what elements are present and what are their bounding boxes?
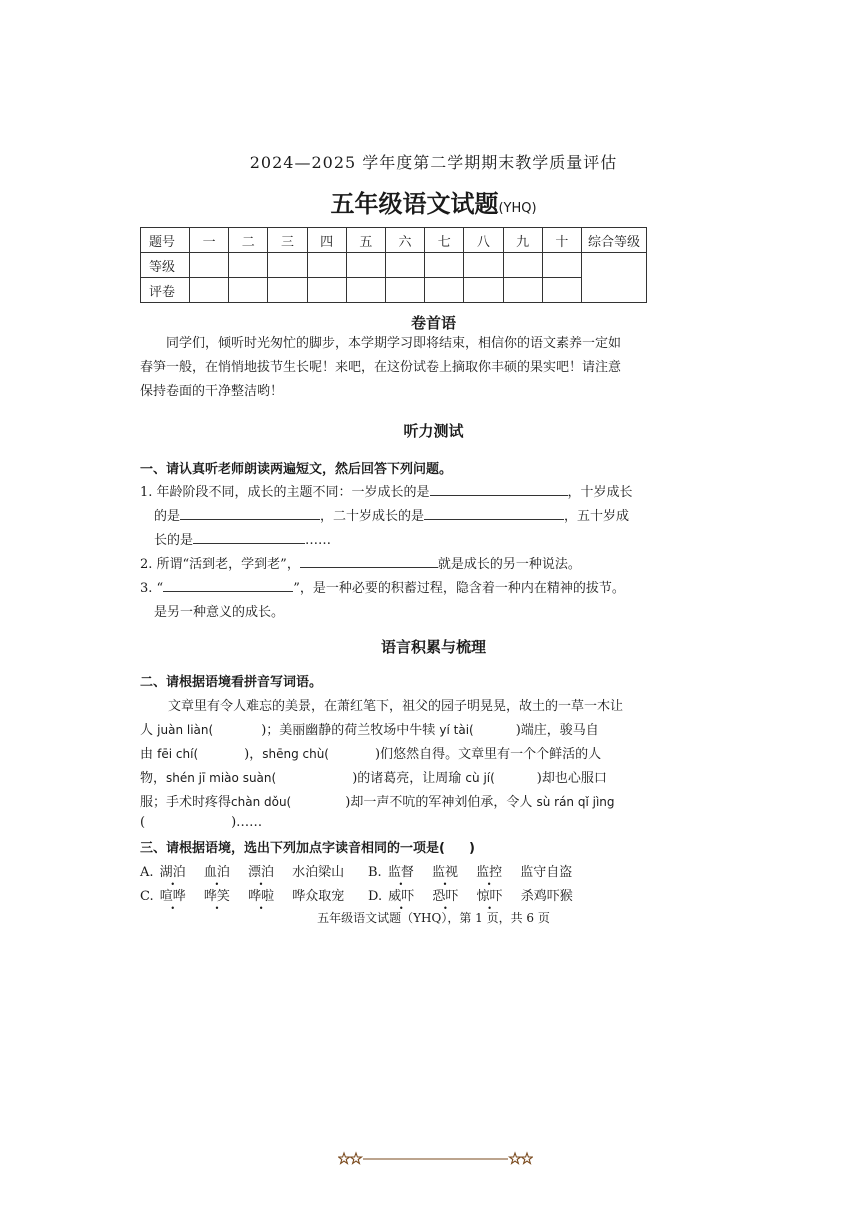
score-cell[interactable] [346, 278, 385, 303]
score-col-7: 七 [425, 228, 464, 253]
score-cell[interactable] [464, 253, 503, 278]
score-col-10: 十 [542, 228, 581, 253]
score-cell[interactable] [346, 253, 385, 278]
paper-code: (YHQ) [498, 201, 537, 216]
pinyin-prompt: shēng chù( [262, 747, 329, 761]
option-c[interactable] [140, 885, 358, 904]
score-cell[interactable] [464, 278, 503, 303]
q3-blank[interactable] [163, 577, 293, 592]
q3-head-text: 三、请根据语境，选出下列加点字读音相同的一项是( [140, 841, 445, 856]
lq-text: )的诸葛亮，让周瑜 [352, 771, 462, 786]
listening-q1-line3 [154, 529, 331, 548]
preface-line-1: 同学们，倾听时光匆忙的脚步，本学期学习即将结束，相信你的语文素养一定如 [166, 336, 622, 351]
q3-text-a: 3. “ [140, 581, 164, 596]
language-q2-line4 [140, 767, 607, 786]
score-col-9: 九 [503, 228, 542, 253]
q1-text-e: ，五十岁成 [564, 509, 630, 524]
pinyin-prompt: chàn dǒu( [231, 795, 292, 809]
lq-text: 人 [140, 723, 154, 738]
option-b[interactable] [368, 861, 586, 880]
score-cell[interactable] [503, 253, 542, 278]
score-table-review-row [141, 278, 647, 303]
score-col-1: 一 [190, 228, 229, 253]
pinyin-prompt: shén jī miào suàn( [166, 771, 277, 785]
language-q2-line2 [140, 719, 599, 738]
q1-text-a: 1. 年龄阶段不同，成长的主题不同：一岁成长的是 [140, 485, 430, 500]
option-word: 监守自盗 [520, 865, 573, 880]
option-word: 监视 [431, 865, 458, 880]
score-cell[interactable] [542, 253, 581, 278]
preface-title: 卷首语 [410, 314, 456, 332]
score-col-5: 五 [346, 228, 385, 253]
option-word: 威吓 [388, 889, 415, 904]
listening-q2 [140, 553, 581, 572]
star-divider-decoration [338, 1151, 533, 1167]
listening-q1-line2 [154, 505, 629, 524]
score-col-2: 二 [229, 228, 268, 253]
star-icon [522, 1153, 533, 1164]
listening-q1-line1 [140, 481, 633, 500]
q2-text-a: 2. 所谓“活到老，学到老”， [140, 557, 300, 572]
paper-title [0, 184, 867, 219]
lq-text: )们悠然自得。文章里有一个个鲜活的人 [375, 747, 602, 762]
option-label: D. [368, 889, 383, 904]
option-word: 监控 [476, 865, 503, 880]
option-word: 哗笑 [203, 889, 230, 904]
q2-blank[interactable] [300, 553, 438, 568]
lq-text: )…… [231, 815, 263, 830]
q1-text-b: ，十岁成长 [567, 485, 633, 500]
q1-text-f: 长的是 [154, 533, 194, 548]
score-cell[interactable] [229, 253, 268, 278]
option-label: A. [140, 865, 154, 880]
score-cell[interactable] [268, 278, 307, 303]
lq-text: ( [140, 815, 146, 830]
preface-line-3: 保持卷面的干净整洁哟！ [140, 384, 284, 399]
score-col-4: 四 [307, 228, 346, 253]
listening-q3-line1 [140, 577, 625, 596]
score-col-3: 三 [268, 228, 307, 253]
lq-text: )， [244, 747, 263, 762]
language-q3-head [140, 837, 475, 856]
score-cell[interactable] [503, 278, 542, 303]
option-d[interactable] [368, 885, 587, 904]
score-cell[interactable] [268, 253, 307, 278]
q1-blank-1[interactable] [430, 481, 568, 496]
star-divider-stars [339, 1153, 533, 1164]
score-cell[interactable] [425, 253, 464, 278]
q3-text-b: ”，是一种必要的积蓄过程，隐含着一种内在精神的拔节。 [293, 581, 625, 596]
q1-blank-2[interactable] [180, 505, 320, 520]
language-title: 语言积累与梳理 [380, 638, 486, 656]
q1-text-c: 的是 [154, 509, 181, 524]
option-word: 喧哗 [159, 889, 186, 904]
option-word: 惊吓 [476, 889, 503, 904]
q1-text-d: ，二十岁成长的是 [320, 509, 425, 524]
preface-text [140, 332, 648, 404]
option-word: 监督 [387, 865, 414, 880]
paper-title-text: 五年级语文试题 [330, 190, 499, 218]
score-table-head-row [141, 228, 647, 253]
score-table-grade-row [141, 253, 647, 278]
score-cell[interactable] [307, 253, 346, 278]
lq-text: )；美丽幽静的荷兰牧场中牛犊 [261, 723, 436, 738]
lq-text: )端庄，骏马自 [515, 723, 599, 738]
score-cell[interactable] [385, 278, 424, 303]
q1-text-g: …… [305, 533, 332, 548]
page-footer: 五年级语文试题（YHQ），第 1 页，共 6 页 [317, 911, 550, 925]
exam-title: 2024—2025 学年度第二学期期末教学质量评估 [249, 153, 618, 172]
score-row-review-label: 评卷 [141, 278, 190, 303]
score-cell[interactable] [190, 253, 229, 278]
option-word: 哗啦 [248, 889, 275, 904]
language-q2-line5 [140, 791, 615, 810]
option-a[interactable] [140, 861, 358, 880]
option-label: B. [368, 865, 382, 880]
score-cell[interactable] [425, 278, 464, 303]
score-table-head-label: 题号 [141, 228, 190, 253]
option-word: 恐吓 [432, 889, 459, 904]
star-icon [351, 1153, 362, 1164]
pinyin-prompt: fēi chí( [157, 747, 199, 761]
pinyin-prompt: sù rán qǐ jìng [536, 795, 615, 809]
lq-text: )却也心服口 [536, 771, 607, 786]
listening-question-head: 一、请认真听老师朗读两遍短文，然后回答下列问题。 [140, 462, 453, 477]
lq-text: 物， [140, 771, 167, 786]
pinyin-prompt: juàn liàn( [157, 723, 214, 737]
preface-line-2: 春笋一般，在悄悄地拔节生长呢！来吧，在这份试卷上摘取你丰硕的果实吧！请注意 [140, 360, 622, 375]
option-word: 水泊梁山 [292, 865, 345, 880]
score-cell[interactable] [229, 278, 268, 303]
option-label: C. [140, 889, 154, 904]
score-cell[interactable] [542, 278, 581, 303]
listening-q3-line2: 是另一种意义的成长。 [154, 605, 285, 620]
language-q2-head: 二、请根据语境看拼音写词语。 [140, 675, 323, 690]
score-overall-cell[interactable] [582, 253, 647, 303]
score-cell[interactable] [190, 278, 229, 303]
language-q2-line6 [140, 815, 262, 830]
q1-blank-3[interactable] [424, 505, 564, 520]
language-q2-line3 [140, 743, 601, 762]
score-col-6: 六 [385, 228, 424, 253]
option-word: 哗众取宠 [292, 889, 345, 904]
score-row-grade-label: 等级 [141, 253, 190, 278]
score-cell[interactable] [385, 253, 424, 278]
language-q2-line1: 文章里有令人难忘的美景，在萧红笔下，祖父的园子明晃晃，故土的一草一木让 [168, 699, 624, 714]
option-word: 漂泊 [247, 865, 274, 880]
option-word: 湖泊 [159, 865, 186, 880]
score-col-8: 八 [464, 228, 503, 253]
star-icon [510, 1153, 521, 1164]
q1-blank-4[interactable] [193, 529, 305, 544]
score-overall-label: 综合等级 [582, 228, 647, 253]
option-word: 血泊 [203, 865, 230, 880]
star-icon [339, 1153, 350, 1164]
lq-text: 服；手术时疼得 [140, 795, 232, 810]
lq-text: 由 [140, 747, 154, 762]
q2-text-b: 就是成长的另一种说法。 [437, 557, 581, 572]
pinyin-prompt: yí tài( [439, 723, 474, 737]
lq-text: )却一声不吭的军神刘伯承，令人 [345, 795, 533, 810]
score-cell[interactable] [307, 278, 346, 303]
pinyin-prompt: cù jí( [465, 771, 495, 785]
listening-title: 听力测试 [403, 422, 464, 440]
option-word: 杀鸡吓猴 [520, 889, 573, 904]
q3-head-tail: ) [468, 841, 475, 856]
score-table [140, 227, 647, 303]
